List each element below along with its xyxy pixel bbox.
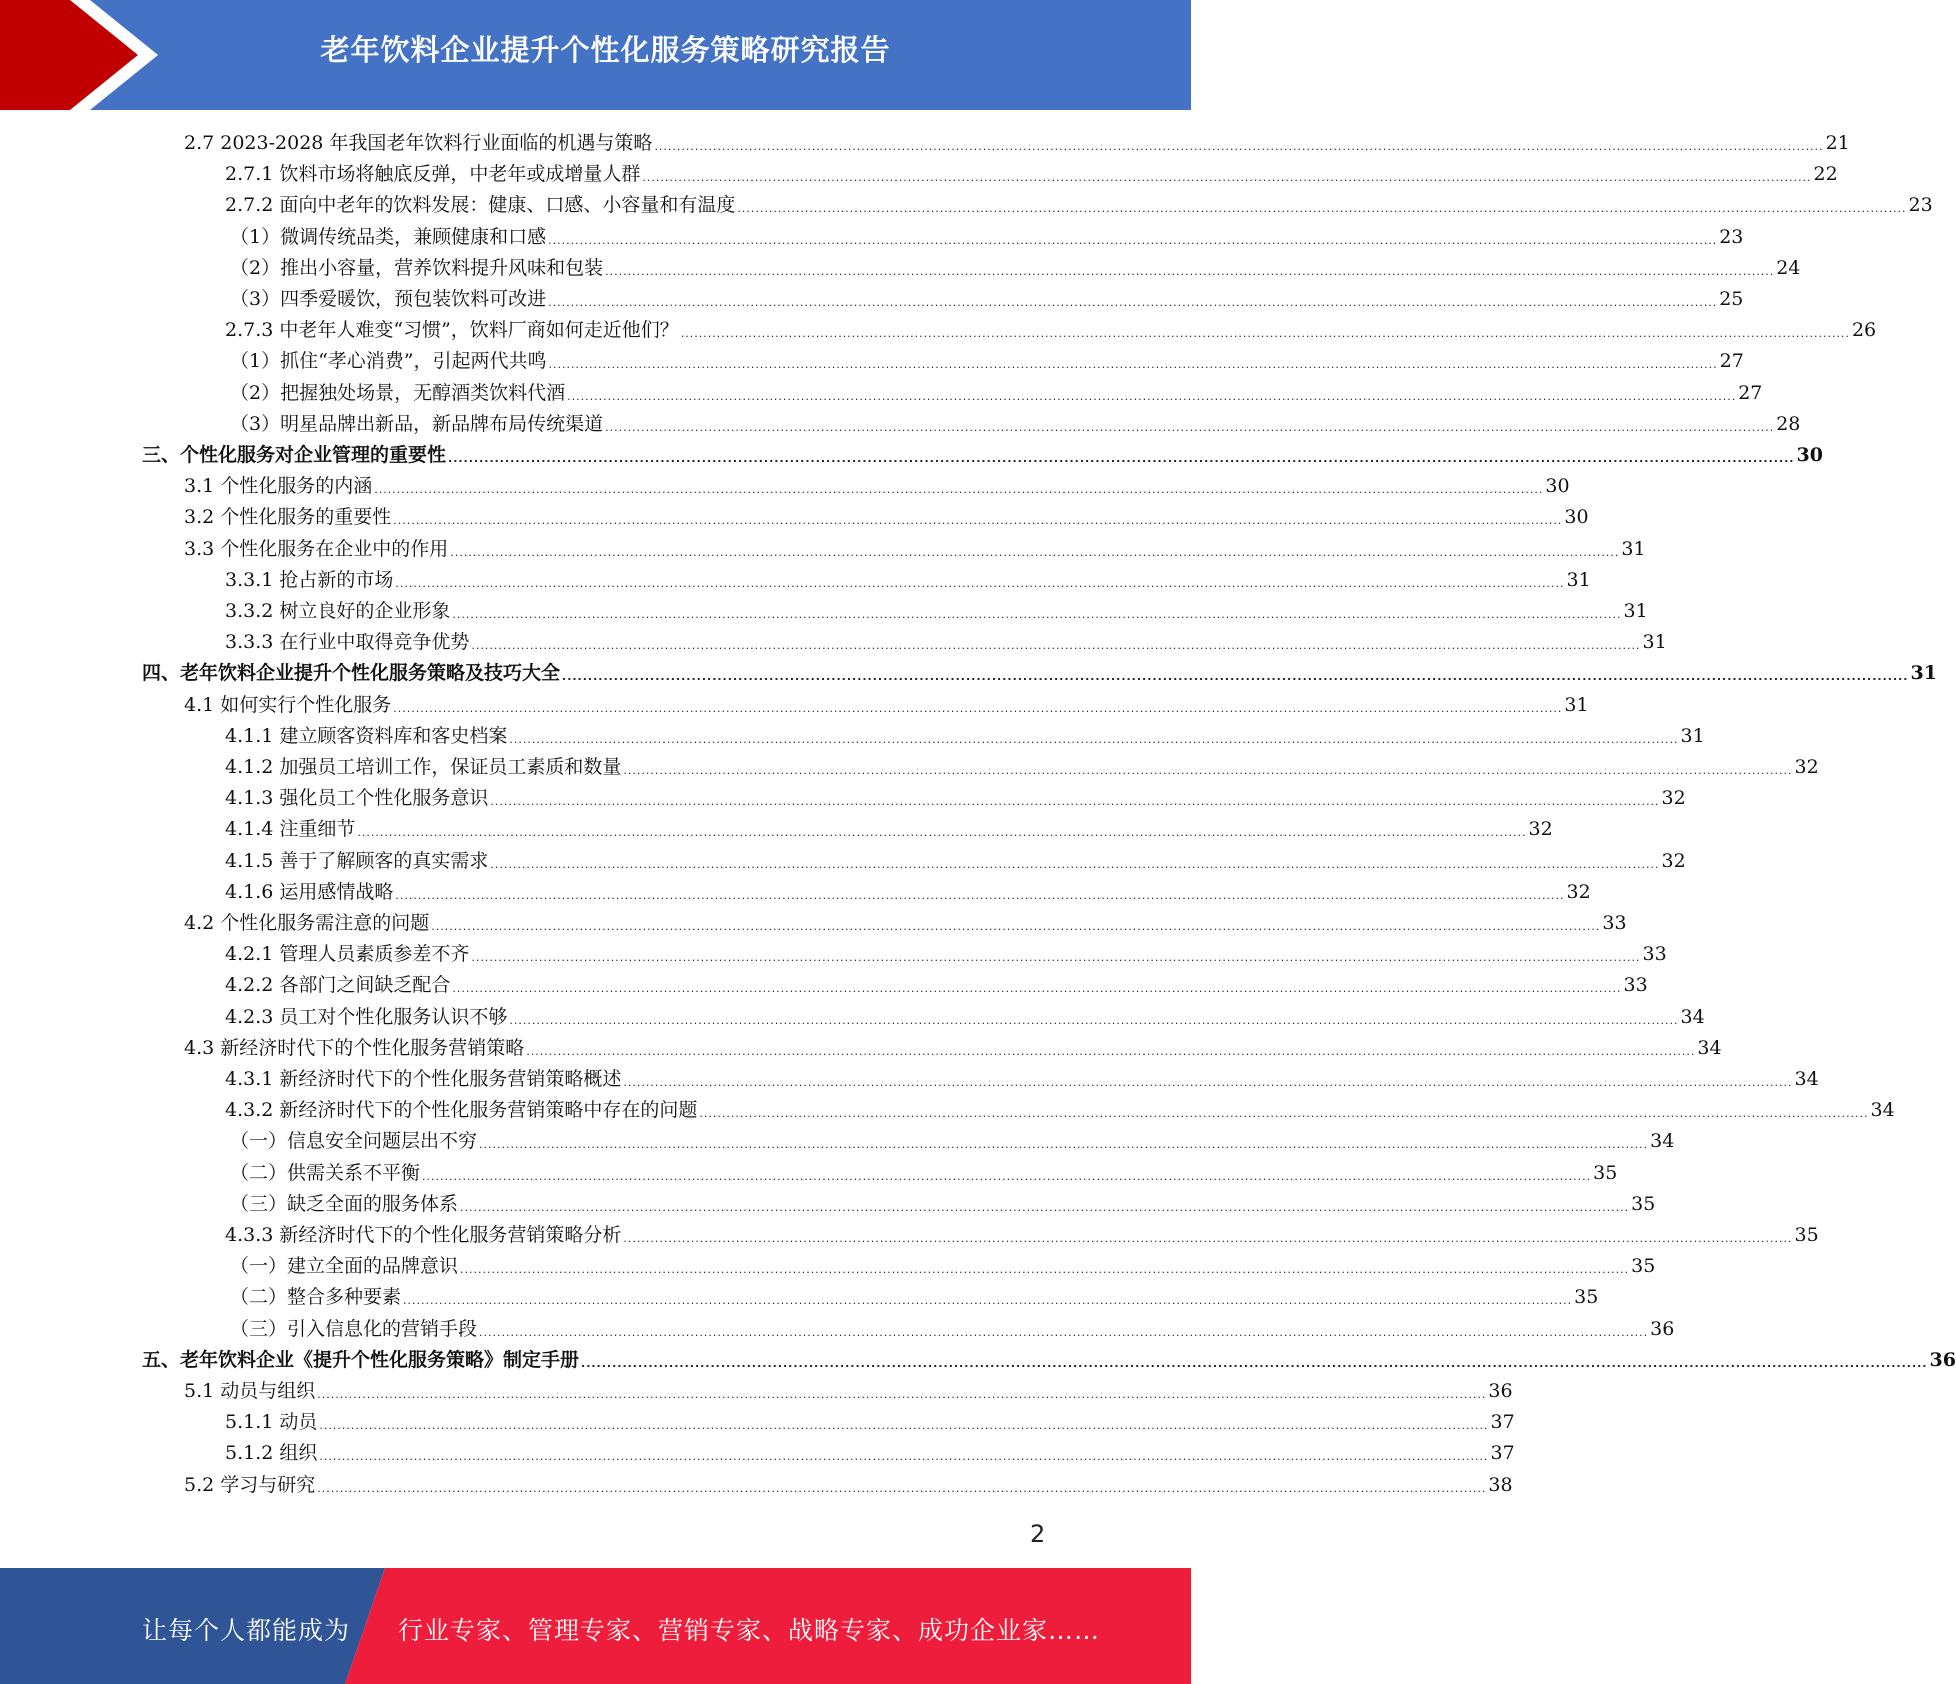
toc-entry-title: 4.1 如何实行个性化服务	[184, 693, 392, 716]
toc-entry-title: （二）整合多种要素	[230, 1286, 402, 1309]
toc-entry-title: 3.3.3 在行业中取得竞争优势	[225, 631, 470, 654]
toc-entry-page: 35	[1593, 1161, 1618, 1184]
toc-entry[interactable]	[225, 190, 1933, 221]
toc-entry-page: 26	[1851, 319, 1877, 342]
toc-entry-page: 37	[1490, 1442, 1515, 1465]
toc-entry-title: 三、个性化服务对企业管理的重要性	[142, 444, 447, 466]
toc-entry-page: 32	[1661, 849, 1686, 872]
toc-entry-page: 37	[1490, 1411, 1515, 1434]
toc-entry[interactable]	[225, 846, 1686, 877]
toc-entry-title: （3）四季爱暖饮，预包装饮料可改进	[230, 288, 547, 310]
toc-entry-title: （3）明星品牌出新品，新品牌布局传统渠道	[230, 412, 604, 435]
toc-entry-page: 34	[1870, 1099, 1895, 1122]
toc-entry[interactable]	[225, 627, 1667, 658]
toc-dot-leader: ....................................................................................................................................................................................................................................................................	[393, 701, 1563, 715]
toc-dot-leader: ....................................................................................................................................................................................................................................................................	[471, 951, 1641, 965]
toc-entry-title: （三）引入信息化的营销手段	[230, 1317, 478, 1340]
toc-dot-leader: ....................................................................................................................................................................................................................................................................	[374, 483, 1544, 497]
toc-entry[interactable]	[184, 502, 1589, 533]
toc-entry-page: 31	[1621, 537, 1646, 560]
toc-dot-leader: ....................................................................................................................................................................................................................................................................	[490, 795, 1660, 809]
toc-entry[interactable]	[184, 1470, 1513, 1501]
toc-entry-page: 27	[1738, 381, 1763, 404]
toc-entry-page: 35	[1574, 1286, 1599, 1309]
toc-entry-page: 33	[1642, 943, 1667, 966]
toc-entry-page: 31	[1680, 724, 1705, 747]
toc-dot-leader: ....................................................................................................................................................................................................................................................................	[623, 764, 1793, 777]
report-title: 老年饮料企业提升个性化服务策略研究报告	[320, 33, 891, 67]
toc-dot-leader: ....................................................................................................................................................................................................................................................................	[605, 264, 1775, 278]
toc-entry-title: 4.2.3 员工对个性化服务认识不够	[225, 1005, 508, 1028]
toc-entry-page: 25	[1719, 288, 1744, 310]
toc-entry-title: 4.1.1 建立顾客资料库和客史档案	[225, 724, 508, 747]
toc-entry-title: 3.3.2 树立良好的企业形象	[225, 600, 451, 622]
toc-entry-title: （1）微调传统品类，兼顾健康和口感	[230, 225, 547, 248]
toc-dot-leader: ....................................................................................................................................................................................................................................................................	[403, 1294, 1573, 1308]
toc-dot-leader: ....................................................................................................................................................................................................................................................................	[509, 1013, 1679, 1027]
toc-entry-page: 33	[1623, 974, 1648, 997]
toc-entry[interactable]	[230, 1158, 1618, 1189]
toc-entry-page: 31	[1566, 568, 1591, 591]
toc-entry-page: 32	[1566, 880, 1591, 903]
toc-entry[interactable]	[184, 534, 1646, 565]
toc-dot-leader: ....................................................................................................................................................................................................................................................................	[460, 1263, 1630, 1277]
toc-entry-page: 35	[1794, 1224, 1819, 1246]
toc-entry-page: 27	[1719, 350, 1744, 373]
toc-dot-leader: ....................................................................................................................................................................................................................................................................	[479, 1325, 1649, 1339]
toc-dot-leader: ....................................................................................................................................................................................................................................................................	[471, 639, 1641, 653]
toc-entry-page: 24	[1776, 256, 1801, 279]
toc-entry-title: （2）推出小容量，营养饮料提升风味和包装	[230, 256, 604, 279]
toc-dot-leader: ....................................................................................................................................................................................................................................................................	[319, 1419, 1489, 1433]
toc-entry-page: 31	[1910, 662, 1937, 685]
toc-dot-leader: ....................................................................................................................................................................................................................................................................	[452, 608, 1622, 621]
toc-entry[interactable]	[225, 721, 1705, 752]
toc-dot-leader: ....................................................................................................................................................................................................................................................................	[422, 1169, 1592, 1183]
toc-entry[interactable]	[184, 1033, 1722, 1064]
toc-entry-page: 30	[1796, 444, 1823, 466]
toc-entry-page: 32	[1528, 818, 1553, 841]
toc-dot-leader: ....................................................................................................................................................................................................................................................................	[393, 514, 1563, 528]
toc-entry[interactable]	[230, 253, 1801, 284]
toc-entry[interactable]	[225, 783, 1686, 814]
toc-entry-title: 4.1.6 运用感情战略	[225, 880, 394, 903]
toc-dot-leader: ....................................................................................................................................................................................................................................................................	[623, 1076, 1793, 1089]
toc-entry[interactable]	[225, 939, 1667, 970]
toc-entry-title: 5.2 学习与研究	[184, 1473, 316, 1496]
toc-entry-page: 21	[1825, 132, 1850, 154]
toc-entry-page: 36	[1488, 1380, 1513, 1402]
toc-entry[interactable]	[225, 1095, 1895, 1126]
toc-entry-page: 34	[1650, 1130, 1675, 1153]
toc-entry-title: 4.2.2 各部门之间缺乏配合	[225, 974, 451, 997]
toc-dot-leader: ....................................................................................................................................................................................................................................................................	[460, 1200, 1630, 1214]
toc-dot-leader: ....................................................................................................................................................................................................................................................................	[431, 920, 1601, 933]
toc-dot-leader: ....................................................................................................................................................................................................................................................................	[526, 1044, 1696, 1058]
toc-entry-page: 22	[1813, 163, 1838, 186]
toc-entry[interactable]	[230, 1314, 1675, 1345]
page-header	[0, 0, 1191, 110]
toc-entry-page: 35	[1631, 1255, 1656, 1278]
toc-entry-title: 4.3.2 新经济时代下的个性化服务营销策略中存在的问题	[225, 1099, 698, 1122]
toc-entry-page: 23	[1908, 194, 1933, 217]
toc-entry-title: （三）缺乏全面的服务体系	[230, 1192, 459, 1215]
toc-entry[interactable]	[230, 284, 1744, 315]
toc-entry-title: 4.1.2 加强员工培训工作，保证员工素质和数量	[225, 756, 622, 778]
toc-dot-leader: ....................................................................................................................................................................................................................................................................	[319, 1450, 1489, 1464]
toc-dot-leader: ....................................................................................................................................................................................................................................................................	[737, 202, 1907, 216]
toc-entry-title: 4.3.1 新经济时代下的个性化服务营销策略概述	[225, 1068, 622, 1090]
toc-entry-page: 36	[1929, 1348, 1956, 1371]
toc-entry-title: 5.1 动员与组织	[184, 1380, 316, 1402]
toc-entry-page: 28	[1776, 412, 1801, 435]
toc-entry[interactable]	[225, 752, 1819, 783]
toc-entry-title: 4.1.3 强化员工个性化服务意识	[225, 787, 489, 810]
toc-entry-page: 31	[1642, 631, 1667, 654]
toc-entry[interactable]	[230, 1189, 1656, 1220]
footer-slogan-left: 让每个人都能成为	[142, 1616, 351, 1645]
toc-entry-page: 35	[1631, 1192, 1656, 1215]
toc-entry-title: 4.1.5 善于了解顾客的真实需求	[225, 849, 489, 872]
toc-entry-title: 3.3.1 抢占新的市场	[225, 568, 394, 591]
toc-dot-leader: ....................................................................................................................................................................................................................................................................	[479, 1138, 1649, 1152]
toc-entry-title: 五、老年饮料企业《提升个性化服务策略》制定手册	[142, 1348, 580, 1371]
toc-entry-title: 4.2.1 管理人员素质参差不齐	[225, 943, 470, 966]
toc-entry[interactable]	[184, 471, 1570, 502]
footer-slogan-right: 行业专家、管理专家、营销专家、战略专家、成功企业家……	[398, 1616, 1101, 1645]
toc-entry-title: 5.1.2 组织	[225, 1442, 318, 1465]
toc-entry-title: 4.2 个性化服务需注意的问题	[184, 912, 430, 934]
toc-entry[interactable]	[230, 222, 1744, 253]
toc-entry[interactable]	[142, 1345, 1956, 1376]
toc-dot-leader: ....................................................................................................................................................................................................................................................................	[317, 1481, 1487, 1495]
toc-dot-leader: ....................................................................................................................................................................................................................................................................	[548, 296, 1718, 309]
toc-entry[interactable]	[225, 877, 1591, 908]
toc-entry-page: 23	[1719, 225, 1744, 248]
toc-entry[interactable]	[184, 1376, 1513, 1407]
toc-entry-title: 3.3 个性化服务在企业中的作用	[184, 537, 449, 560]
toc-dot-leader: ....................................................................................................................................................................................................................................................................	[395, 888, 1565, 902]
toc-entry[interactable]	[184, 128, 1850, 159]
toc-entry[interactable]	[142, 440, 1823, 471]
toc-dot-leader: ....................................................................................................................................................................................................................................................................	[562, 670, 1909, 684]
toc-entry-title: 四、老年饮料企业提升个性化服务策略及技巧大全	[142, 662, 561, 685]
toc-dot-leader: ....................................................................................................................................................................................................................................................................	[452, 982, 1622, 996]
toc-dot-leader: ....................................................................................................................................................................................................................................................................	[699, 1107, 1869, 1121]
toc-entry[interactable]	[225, 1407, 1515, 1438]
toc-entry[interactable]	[225, 1438, 1515, 1469]
toc-entry-title: （2）把握独处场景，无醇酒类饮料代酒	[230, 381, 566, 404]
toc-entry[interactable]	[230, 1251, 1656, 1282]
toc-entry[interactable]	[225, 565, 1591, 596]
toc-entry[interactable]	[230, 1126, 1675, 1157]
toc-entry-title: 2.7.2 面向中老年的饮料发展：健康、口感、小容量和有温度	[225, 194, 736, 217]
toc-dot-leader: ....................................................................................................................................................................................................................................................................	[567, 389, 1737, 403]
toc-entry[interactable]	[184, 908, 1627, 939]
toc-entry-title: （一）建立全面的品牌意识	[230, 1255, 459, 1278]
toc-entry-page: 32	[1661, 787, 1686, 810]
toc-entry-title: （二）供需关系不平衡	[230, 1161, 421, 1184]
toc-dot-leader: ....................................................................................................................................................................................................................................................................	[509, 732, 1679, 746]
toc-entry-title: （1）抓住“孝心消费”，引起两代共鸣	[230, 350, 547, 373]
toc-entry-page: 30	[1545, 475, 1570, 498]
toc-entry-title: 4.3 新经济时代下的个性化服务营销策略	[184, 1036, 525, 1059]
toc-entry-title: 3.1 个性化服务的内涵	[184, 475, 373, 498]
toc-dot-leader: ....................................................................................................................................................................................................................................................................	[548, 358, 1718, 372]
toc-entry-title: 3.2 个性化服务的重要性	[184, 506, 392, 529]
toc-entry-title: 4.3.3 新经济时代下的个性化服务营销策略分析	[225, 1224, 622, 1246]
toc-dot-leader: ....................................................................................................................................................................................................................................................................	[450, 545, 1620, 559]
toc-entry-page: 34	[1680, 1005, 1705, 1028]
toc-entry-page: 38	[1488, 1473, 1513, 1496]
toc-entry-page: 31	[1623, 600, 1648, 622]
toc-entry[interactable]	[225, 596, 1648, 627]
toc-entry-title: 2.7.1 饮料市场将触底反弹，中老年或成增量人群	[225, 163, 641, 186]
toc-entry[interactable]	[184, 690, 1589, 721]
toc-entry-title: （一）信息安全问题层出不穷	[230, 1130, 478, 1153]
toc-dot-leader: ....................................................................................................................................................................................................................................................................	[605, 420, 1775, 434]
toc-entry[interactable]	[225, 159, 1838, 190]
toc-entry[interactable]	[225, 1064, 1819, 1095]
toc-entry-page: 31	[1564, 693, 1589, 716]
toc-entry-page: 33	[1602, 912, 1627, 934]
toc-dot-leader: ....................................................................................................................................................................................................................................................................	[581, 1356, 1928, 1370]
toc-entry[interactable]	[225, 970, 1648, 1001]
page-number: 2	[1030, 1520, 1046, 1548]
toc-entry-title: 4.1.4 注重细节	[225, 818, 356, 841]
toc-entry-page: 34	[1794, 1068, 1819, 1090]
toc-dot-leader: ....................................................................................................................................................................................................................................................................	[623, 1232, 1793, 1245]
toc-entry[interactable]	[230, 378, 1763, 409]
toc-entry[interactable]	[230, 409, 1801, 440]
toc-entry-title: 2.7 2023-2028 年我国老年饮料行业面临的机遇与策略	[184, 132, 653, 154]
toc-dot-leader: ....................................................................................................................................................................................................................................................................	[654, 140, 1824, 153]
toc-entry-title: 5.1.1 动员	[225, 1411, 318, 1434]
toc-dot-leader: ....................................................................................................................................................................................................................................................................	[490, 857, 1660, 871]
toc-entry[interactable]	[225, 1220, 1819, 1251]
toc-entry-title: 2.7.3 中老年人难变“习惯”，饮料厂商如何走近他们？	[225, 319, 679, 342]
toc-entry[interactable]	[225, 1002, 1705, 1033]
toc-entry-page: 34	[1697, 1036, 1722, 1059]
toc-entry-page: 30	[1564, 506, 1589, 529]
toc-entry-page: 36	[1650, 1317, 1675, 1340]
toc-dot-leader: ....................................................................................................................................................................................................................................................................	[448, 452, 1795, 465]
toc-entry[interactable]	[225, 814, 1553, 845]
page-footer	[0, 1568, 1191, 1684]
toc-entry[interactable]	[142, 658, 1937, 689]
toc-entry[interactable]	[230, 346, 1744, 377]
toc-dot-leader: ....................................................................................................................................................................................................................................................................	[395, 576, 1565, 590]
toc-entry[interactable]	[225, 315, 1877, 346]
toc-dot-leader: ....................................................................................................................................................................................................................................................................	[548, 233, 1718, 247]
toc-entry[interactable]	[230, 1282, 1599, 1313]
toc-dot-leader: ....................................................................................................................................................................................................................................................................	[357, 826, 1527, 840]
toc-entry-page: 32	[1794, 756, 1819, 778]
toc-dot-leader: ....................................................................................................................................................................................................................................................................	[317, 1388, 1487, 1401]
toc-dot-leader: ....................................................................................................................................................................................................................................................................	[680, 327, 1850, 341]
toc-dot-leader: ....................................................................................................................................................................................................................................................................	[642, 171, 1812, 185]
